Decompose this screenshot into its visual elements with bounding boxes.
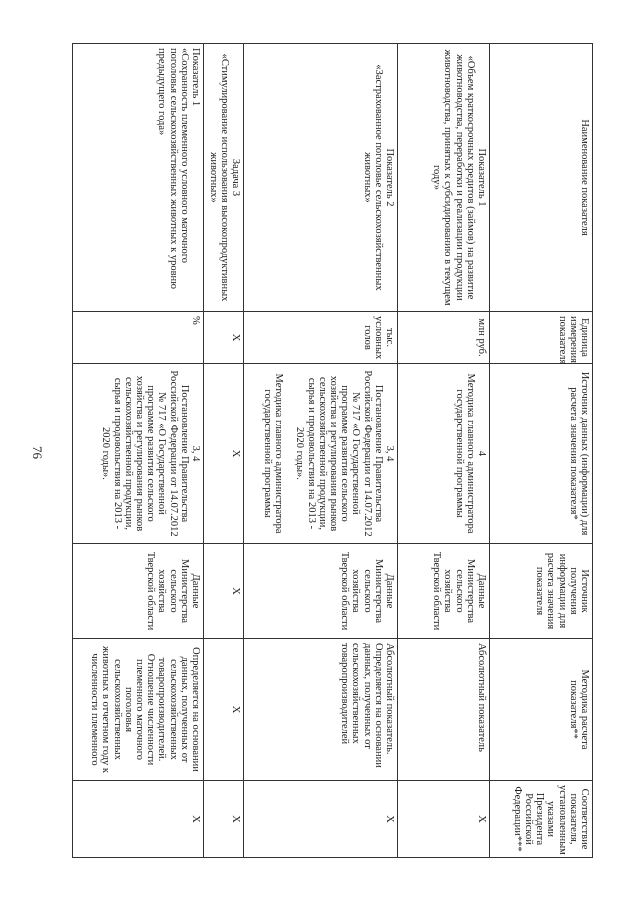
source-number: 4 xyxy=(476,450,487,457)
source-text-2: Методика главного администратора государственной программы xyxy=(261,373,285,534)
cell-origin: X xyxy=(204,544,244,639)
cell-compliance: X xyxy=(244,781,398,858)
cell-unit: тыс. условных голов xyxy=(244,312,398,364)
cell-origin: Данные Министерства сельского хозяйства Тверской области xyxy=(73,544,204,639)
header-origin: Источник получения информации для расчета значения показателя xyxy=(490,544,593,639)
header-row xyxy=(490,44,593,858)
cell-source xyxy=(244,364,398,544)
cell-source: X xyxy=(204,364,244,544)
header-name: Наименование показателя xyxy=(490,44,593,312)
cell-source xyxy=(73,364,204,544)
indicators-table xyxy=(72,43,593,858)
cell-compliance: X xyxy=(73,781,204,858)
cell-method: Абсолютный показатель. Определяется на основании данных, полученных от сельскохозяйственных товаропроизводителей xyxy=(244,639,398,781)
cell-origin: Данные Министерства сельского хозяйства Тверской области xyxy=(244,544,398,639)
rotated-table-container xyxy=(73,43,593,857)
source-number: 3, 4 xyxy=(190,445,201,462)
cell-name: Задача 3 «Стимулирование использования высокопродуктивных животных» xyxy=(204,44,244,312)
cell-unit: % xyxy=(73,312,204,364)
cell-method: Определяется на основании данных, полученных от сельскохозяйственных товаропроизводителей. Отношение численности племенного маточного поголовья сельскохозяйственных животных в отчетном году к численности племенного xyxy=(73,639,204,781)
source-number: 3, 4 xyxy=(384,445,395,462)
header-unit: Единица измерения показателя xyxy=(490,312,593,364)
source-text: Методика главного администратора государственной программы xyxy=(453,373,476,534)
header-compliance: Соответствие показателя, установленным указами Президента Российской Федерации*** xyxy=(490,781,593,858)
cell-name: Показатель 1 «Объем краткосрочных кредитов (займов) на развитие животноводства, переработки и реализации продукции животноводства, принятых к субсидированию в текущем году» xyxy=(398,44,490,312)
cell-compliance: X xyxy=(204,781,244,858)
source-text: Постановление Правительства Российской Федерации от 14.07.2012 № 717 «О Государственной программе развития сельского хозяйства и регулирования рынков сельскохозяйственной продукции, сырья и продовольствия на 2013 - 2020 годы». xyxy=(294,370,384,537)
header-source: Источник данных (информации) для расчета значения показателя* xyxy=(490,364,593,544)
cell-unit: млн руб. xyxy=(398,312,490,364)
cell-method: Абсолютный показатель xyxy=(398,639,490,781)
cell-name: Показатель 2 «Застрахованное поголовье сельскохозяйственных животных» xyxy=(244,44,398,312)
table-row xyxy=(398,44,490,858)
cell-name: Показатель 1 «Сохранность племенного условного маточного поголовья сельскохозяйственных животных к уровню предыдущего года» xyxy=(73,44,204,312)
cell-origin: Данные Министерства сельского хозяйства Тверской области xyxy=(398,544,490,639)
cell-method: X xyxy=(204,639,244,781)
source-text: Постановление Правительства Российской Федерации от 14.07.2012 № 717 «О Государственной программе развития сельского хозяйства и регулирования рынков сельскохозяйственной продукции, сырья и продовольствия на 2013 - 2020 годы». xyxy=(100,370,190,537)
table-row xyxy=(73,44,204,858)
table-row xyxy=(204,44,244,858)
table-row xyxy=(244,44,398,858)
cell-compliance: X xyxy=(398,781,490,858)
cell-unit: X xyxy=(204,312,244,364)
header-method: Методика расчета показателя** xyxy=(490,639,593,781)
page-number: 76 xyxy=(30,446,45,459)
cell-source xyxy=(398,364,490,544)
